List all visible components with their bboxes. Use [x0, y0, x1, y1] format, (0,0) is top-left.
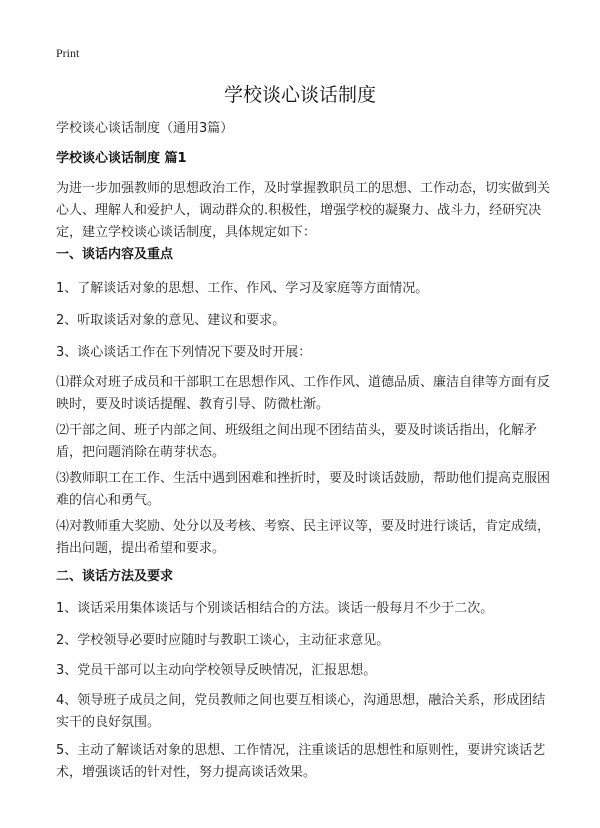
page-title: 学校谈心谈话制度 — [223, 84, 376, 106]
print-link[interactable]: Print — [56, 46, 80, 60]
part2-item: 2、学校领导必要时应随时与教职工谈心，主动征求意见。 — [56, 633, 390, 648]
part1-item: ⑷对教师重大奖励、处分以及考核、考察、民主评议等，要及时进行谈话，肯定成绩，指出问题，提出希望和要求。 — [56, 519, 551, 556]
part1-item: ⑵干部之间、班子内部之间、班级组之间出现不团结苗头，要及时谈话指出，化解矛盾，把问题消除在萌芽状态。 — [56, 423, 538, 460]
part1-item: 1、了解谈话对象的思想、工作、作风、学习及家庭等方面情况。 — [56, 281, 429, 296]
part2-heading: 二、谈话方法及要求 — [56, 569, 174, 584]
intro-paragraph: 为进一步加强教师的思想政治工作，及时掌握教职员工的思想、工作动态，切实做到关心人、理解人和爱护人，调动群众的.积极性，增强学校的凝聚力、战斗力，经研究决定，建立学校谈心谈话制度，具体规定如下： — [56, 181, 551, 240]
part2-item: 3、党员干部可以主动向学校领导反映情况，汇报思想。 — [56, 663, 377, 678]
part2-item: 5、主动了解谈话对象的思想、工作情况，注重谈话的思想性和原则性，要讲究谈话艺术，增强谈话的针对性，努力提高谈话效果。 — [56, 743, 546, 780]
part1-item: 3、谈心谈话工作在下列情况下要及时开展： — [56, 345, 312, 360]
part1-heading: 一、谈话内容及重点 — [56, 247, 174, 262]
part2-item: 4、领导班子成员之间，党员教师之间也要互相谈心，沟通思想，融洽关系，形成团结实干的良好氛围。 — [56, 693, 546, 730]
part1-item: ⑴群众对班子成员和干部职工在思想作风、工作作风、道德品质、廉洁自律等方面有反映时，要及时谈话提醒、教育引导、防微杜渐。 — [56, 375, 551, 412]
document-subtitle: 学校谈心谈话制度（通用3篇） — [56, 121, 234, 136]
part1-item: 2、听取谈话对象的意见、建议和要求。 — [56, 313, 286, 328]
part2-item: 1、谈话采用集体谈话与个别谈话相结合的方法。谈话一般每月不少于二次。 — [56, 601, 494, 616]
part1-item: ⑶教师职工在工作、生活中遇到困难和挫折时，要及时谈话鼓励，帮助他们提高克服困难的信心和勇气。 — [56, 471, 551, 508]
section-title: 学校谈心谈话制度 篇1 — [56, 151, 187, 166]
